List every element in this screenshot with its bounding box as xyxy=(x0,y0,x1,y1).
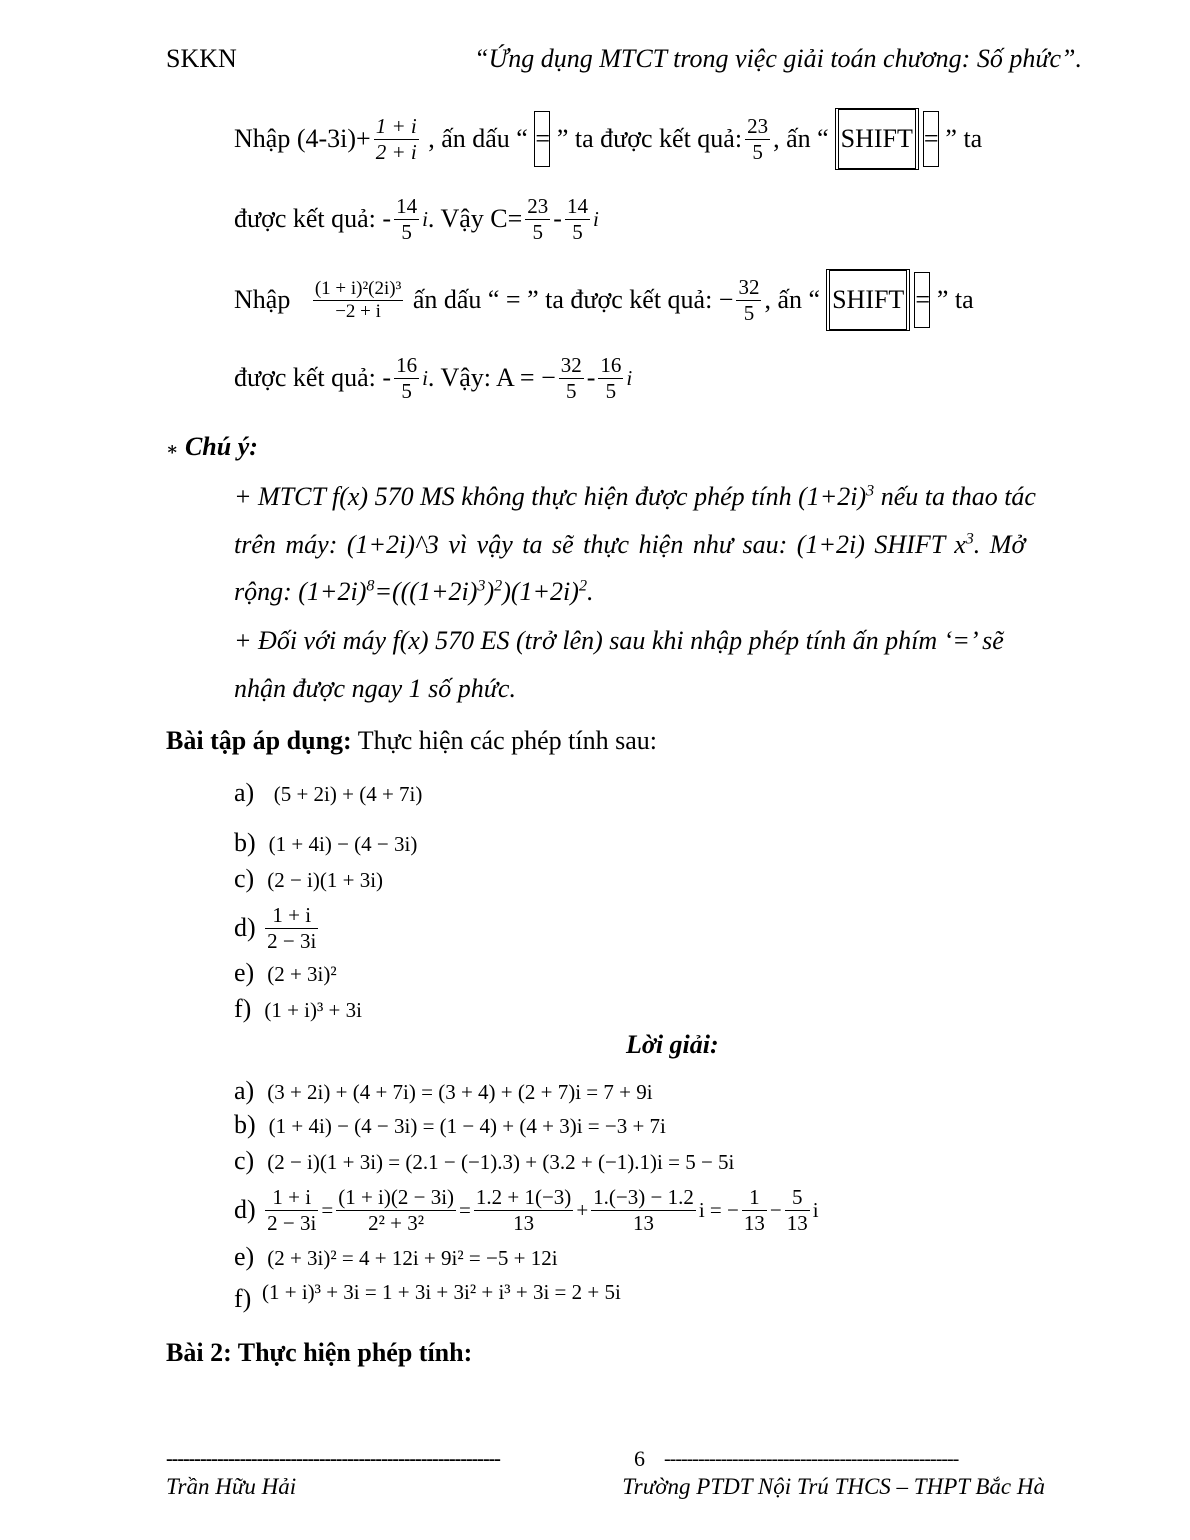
note-p1-line1: + MTCT f(x) 570 MS không thực hiện được phép tính $(1+2i)^3$ nếu ta thao tác xyxy=(234,482,1036,511)
example2-line1 xyxy=(234,268,974,332)
exercise-heading-text: Thực hiện các phép tính sau: xyxy=(351,726,657,755)
nhap-label: Nhập xyxy=(234,285,291,314)
fraction: $\frac{1.2 + 1(-3)}{13}$ xyxy=(475,1185,572,1235)
fraction: $\frac{1 + i}{2 - 3i}$ xyxy=(267,903,317,953)
solution-item: b) (1 + 4i) − (4 − 3i) = (1 − 4) + (4 + 3)i = −3 + 7i xyxy=(234,1110,666,1139)
header-title: “Ứng dụng MTCT trong việc giải toán chương: Số phức”. xyxy=(474,44,1082,73)
conclusion-text: . Vậy: A = − xyxy=(427,363,556,392)
example1-line2 xyxy=(234,188,599,250)
note-title-text: Chú ý: xyxy=(184,432,258,461)
press-text: , ấn “ xyxy=(773,124,829,153)
press-text: , ấn “ xyxy=(764,285,821,314)
fraction: $\frac{(1 + i)(2 - 3i)}{\text{2² + 3²}}$ xyxy=(338,1185,455,1235)
solution-item: c) (2 − i)(1 + 3i) = (2.1 − (−1).3) + (3.2 + (−1).1)i = 5 − 5i xyxy=(234,1146,735,1175)
imag-unit: i xyxy=(422,365,428,390)
fraction: $\frac{16}{5}$ xyxy=(396,353,418,403)
exercise-heading xyxy=(166,726,657,756)
exercise-item: c) (2 − i)(1 + 3i) xyxy=(234,864,384,893)
footer-rule-left: ----------------------------------------------------------- xyxy=(166,1448,500,1470)
result-text: ” ta được kết quả: xyxy=(556,124,743,153)
solution-item: e) (2 + 3i)² = 4 + 12i + 9i² = −5 + 12i xyxy=(234,1242,558,1271)
press-text: ấn dấu “ = ” ta được kết quả: − xyxy=(412,285,734,314)
fraction: $\frac{1.(-3) - 1.2}{13}$ xyxy=(593,1185,694,1235)
note-p1-line2: trên máy: (1+2i)^3 vì vậy ta sẽ thực hiện như sau: (1+2i) SHIFT $x^3$. Mở xyxy=(234,530,1026,559)
footer-author: Trần Hữu Hải xyxy=(166,1474,297,1499)
shift-key: SHIFT xyxy=(826,269,910,331)
exercise-item: b) (1 + 4i) − (4 − 3i) xyxy=(234,828,418,857)
fraction: $\frac{23}{5}$ xyxy=(527,194,549,244)
solution-item-expr: (1 + i)³ + 3i = 1 + 3i + 3i² + i³ + 3i = 2 + 5i xyxy=(262,1280,621,1304)
footer-school: Trường PTDT Nội Trú THCS – THPT Bắc Hà xyxy=(622,1474,1045,1499)
result-text: được kết quả: - xyxy=(234,204,392,233)
solution-title: Lời giải: xyxy=(626,1030,719,1059)
imag-unit: i xyxy=(422,206,428,231)
imag-unit: i xyxy=(626,365,633,390)
note-title xyxy=(166,432,258,462)
footer-rule-right: ---------------------------------------------------- xyxy=(664,1448,959,1470)
page-number: 6 xyxy=(634,1446,645,1471)
equals-key: = xyxy=(923,111,939,167)
fraction: $\frac{1 + i}{2 + i}$ xyxy=(375,114,417,164)
shift-key: SHIFT xyxy=(835,108,919,170)
fraction: $\frac{14}{5}$ xyxy=(396,194,418,244)
nhap-label: Nhập xyxy=(234,124,291,153)
press-text: ” ta xyxy=(945,124,983,153)
fraction: $\frac{1}{13}$ xyxy=(743,1185,765,1235)
exercise-item: e) (2 + 3i)² xyxy=(234,958,337,987)
fraction: $\frac{\text{(1 + i)²(2i)³}}{-2 + i}$ xyxy=(314,277,402,322)
result-text: được kết quả: - xyxy=(234,363,392,392)
minus-sign: - xyxy=(553,204,562,233)
solution-item: d) $\frac{1 + i}{2 - 3i}$ = $\frac{(1 + i)(2 - 3i)}{\text{2² + 3²}}$ = $\frac{1.2 + 1(-3)}{13}$ + $\frac{1.(-3) - 1.2}{13}$ i = − $\frac{1}{13}$ − $\frac{5}{13}$ i xyxy=(234,1185,819,1235)
fraction: $\frac{5}{13}$ xyxy=(786,1185,808,1235)
note-p1-line3: rộng: $(1+2i)^8=(((1+2i)^3)^2)(1+2i)^2$. xyxy=(234,577,594,606)
equals-key: = xyxy=(534,111,550,167)
exercise-heading-bold: Bài tập áp dụng: xyxy=(166,726,352,755)
conclusion-text: . Vậy C= xyxy=(427,204,523,233)
press-text: , ấn dấu “ xyxy=(428,124,528,153)
fraction: $\frac{14}{5}$ xyxy=(566,194,588,244)
fraction: $\frac{1 + i}{2 - 3i}$ xyxy=(267,1185,317,1235)
example1-line1 xyxy=(234,108,982,170)
fraction: $\frac{16}{5}$ xyxy=(600,353,622,403)
note-p2-line1: + Đối với máy f(x) 570 ES (trở lên) sau khi nhập phép tính ấn phím ‘=’ sẽ xyxy=(234,626,1004,655)
example2-line2 xyxy=(234,346,632,410)
minus-sign: - xyxy=(586,363,596,392)
solution-item: a) (3 + 2i) + (4 + 7i) = (3 + 4) + (2 + 7)i = 7 + 9i xyxy=(234,1076,653,1105)
exercise-item: d) $\frac{1 + i}{2 - 3i}$ xyxy=(234,903,317,953)
exercise-item: f) (1 + i)³ + 3i xyxy=(234,994,362,1023)
header-left: SKKN xyxy=(166,44,237,73)
fraction: $\frac{32}{5}$ xyxy=(738,275,760,325)
note-p2-line2: nhận được ngay 1 số phức. xyxy=(234,674,516,703)
exercise-item: a) (5 + 2i) + (4 + 7i) xyxy=(234,778,423,807)
star-icon: ∗ xyxy=(166,439,179,459)
fraction: $\frac{23}{5}$ xyxy=(747,114,769,164)
expr-prefix: (4-3i)+ xyxy=(296,124,371,153)
equals-key: = xyxy=(914,272,930,328)
press-text: ” ta xyxy=(936,285,974,314)
solution-item: f) xyxy=(234,1284,252,1313)
fraction: $\frac{32}{5}$ xyxy=(560,353,582,403)
imag-unit: i xyxy=(592,206,599,231)
bai2-heading: Bài 2: Thực hiện phép tính: xyxy=(166,1338,473,1367)
